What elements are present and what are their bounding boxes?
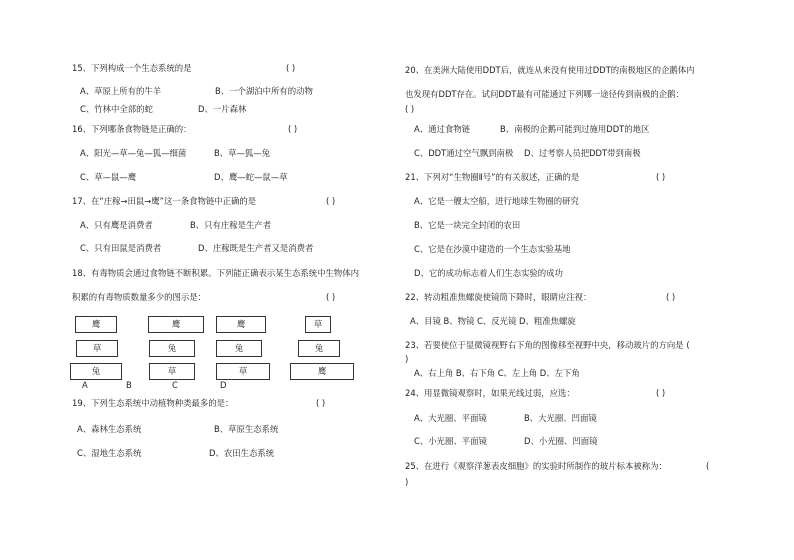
q23-stem: 23、若要使位于显微镜视野右下角的图像移至视野中央，移动玻片的方向是 ( (405, 340, 690, 350)
q25-answer-paren-open: ( (706, 461, 710, 471)
q21-option-c: C、它是在沙漠中建造的一个生态实验基地 (414, 244, 571, 254)
q16-option-d: D、鹰—蛇—鼠—草 (214, 172, 288, 182)
q19-answer-paren: ( ) (316, 398, 326, 408)
q23-options: A、右上角 B、右下角 C、左上角 D、左下角 (414, 368, 580, 378)
q18-label-b: B (126, 380, 132, 390)
q24-stem: 24、用显微镜观察时，如果光线过弱，应选： (405, 388, 575, 398)
q18-label-c: C (172, 380, 178, 390)
q15-option-c: C、竹林中全部的蛇 (80, 104, 153, 114)
q15-option-d: D、一片森林 (198, 104, 247, 114)
q18-c-middle-box: 兔 (216, 340, 262, 357)
q17-option-b: B、只有庄稼是生产者 (190, 220, 272, 230)
q18-d-middle-box: 兔 (298, 340, 340, 357)
q18-d-top-box: 草 (305, 316, 331, 333)
q21-option-b: B、它是一块完全封闭的农田 (414, 220, 521, 230)
q20-stem-line2: 也发现有DDT存在。试问DDT最有可能通过下列哪一途径传到南极的企鹅： (405, 89, 684, 99)
q20-option-a: A、通过食物链 (414, 124, 470, 134)
q20-option-c: C、DDT通过空气飘到南极 (414, 148, 514, 158)
q16-answer-paren: ( ) (288, 124, 298, 134)
q18-b-top-box: 鹰 (148, 316, 204, 333)
q24-option-a: A、大光圈、平面镜 (414, 413, 487, 423)
q18-label-d: D (220, 380, 227, 390)
q15-answer-paren: ( ) (286, 63, 296, 73)
q21-option-a: A、它是一艘太空船，进行地球生物圈的研究 (414, 196, 579, 206)
q16-option-c: C、草—鼠—鹰 (80, 172, 137, 182)
q18-answer-paren: ( ) (326, 292, 336, 302)
q20-stem-line1: 20、在美洲大陆使用DDT后，就连从来没有使用过DDT的南极地区的企鹅体内 (405, 65, 695, 75)
q24-option-b: B、大光圈、凹面镜 (524, 413, 597, 423)
q22-stem: 22、转动粗准焦螺旋使镜筒下降时，眼睛应注视： (405, 292, 592, 302)
q18-a-bottom-box: 兔 (70, 363, 122, 380)
q20-option-b: B、南极的企鹅可能到过施用DDT的地区 (500, 124, 650, 134)
q18-c-top-box: 鹰 (216, 316, 266, 333)
q22-answer-paren: ( ) (666, 292, 676, 302)
q25-stem: 25、在进行《观察洋葱表皮细胞》的实验时所制作的玻片标本被称为： (405, 461, 667, 471)
q18-c-bottom-box: 草 (216, 363, 270, 380)
q17-stem: 17、在“庄稼→田鼠→鹰”这一条食物链中正确的是 (72, 196, 257, 206)
q18-stem-line2: 积累的有毒物质数量多少的图示是： (72, 292, 206, 302)
q22-options: A、目镜 B、物镜 C、反光镜 D、粗准焦螺旋 (410, 316, 576, 326)
q24-option-c: C、小光圈、平面镜 (414, 436, 487, 446)
q17-option-c: C、只有田鼠是消费者 (80, 243, 162, 253)
q17-option-d: D、庄稼既是生产者又是消费者 (198, 243, 314, 253)
q19-option-a: A、森林生态系统 (77, 424, 142, 434)
q19-stem: 19、下列生态系统中动植物种类最多的是： (72, 398, 234, 408)
q20-option-d: D、过考察人员把DDT带到南极 (524, 148, 641, 158)
q19-option-d: D、农田生态系统 (209, 448, 275, 458)
q18-b-middle-box: 兔 (149, 340, 195, 357)
q16-option-b: B、草—狐—兔 (214, 148, 270, 158)
q24-option-d: D、小光圈、凹面镜 (524, 436, 598, 446)
q24-answer-paren: ( ) (656, 388, 666, 398)
q17-answer-paren: ( ) (326, 196, 336, 206)
q18-stem-line1: 18、有毒物质会通过食物链不断积累。下列能正确表示某生态系统中生物体内 (72, 268, 360, 278)
q18-a-top-box: 鹰 (75, 316, 117, 333)
q16-stem: 16、下列哪条食物链是正确的： (72, 124, 192, 134)
q19-option-b: B、草原生态系统 (214, 424, 279, 434)
q15-option-b: B、一个湖泊中所有的动物 (215, 86, 313, 96)
q18-d-bottom-box: 鹰 (290, 363, 354, 380)
q20-answer-paren: ( ) (405, 104, 415, 114)
q18-a-middle-box: 草 (76, 340, 118, 357)
q23-answer-paren-close: ) (405, 354, 409, 364)
q16-option-a: A、阳光—草—兔—狐—细菌 (80, 148, 187, 158)
q18-b-bottom-box: 草 (149, 363, 195, 380)
q17-option-a: A、只有鹰是消费者 (80, 220, 153, 230)
q15-stem: 15、下列构成一个生态系统的是 (72, 63, 192, 73)
q19-option-c: C、湿地生态系统 (77, 448, 142, 458)
q21-stem: 21、下列对“生物圈Ⅱ号”的有关叙述，正确的是 (405, 172, 580, 182)
q21-answer-paren: ( ) (656, 172, 666, 182)
q21-option-d: D、它的成功标志着人们生态实验的成功 (414, 268, 563, 278)
q25-answer-paren-close: ) (405, 477, 409, 487)
q15-option-a: A、草原上所有的牛羊 (80, 86, 162, 96)
q18-label-a: A (82, 380, 88, 390)
